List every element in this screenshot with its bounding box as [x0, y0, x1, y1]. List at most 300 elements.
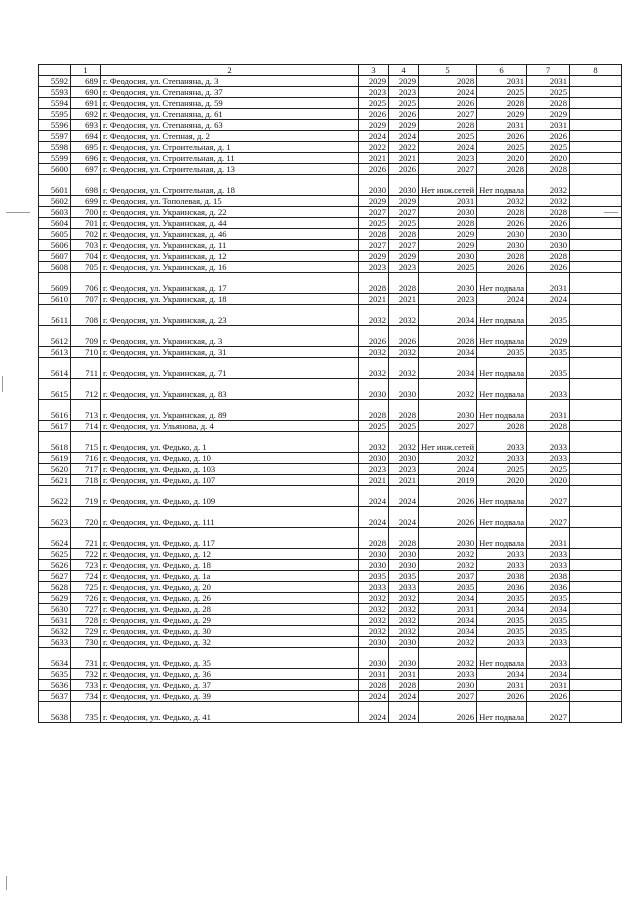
table-row — [39, 593, 622, 604]
col5-cell: 2025 — [419, 131, 477, 142]
col6-cell: 2036 — [477, 582, 527, 593]
address-cell: г. Феодосия, ул. Украинская, д. 44 — [101, 218, 359, 229]
header-cell: 4 — [389, 65, 419, 76]
col8-cell — [570, 229, 622, 240]
item-number-cell: 706 — [71, 273, 101, 294]
item-number-cell: 730 — [71, 637, 101, 648]
address-cell: г. Феодосия, ул. Тополевая, д. 15 — [101, 196, 359, 207]
col6-cell: Нет подвала — [477, 379, 527, 400]
col5-cell: 2027 — [419, 421, 477, 432]
table-row — [39, 153, 622, 164]
table-row — [39, 648, 622, 669]
table-row — [39, 109, 622, 120]
row-index-cell: 5624 — [39, 528, 71, 549]
table-row — [39, 421, 622, 432]
row-index-cell: 5615 — [39, 379, 71, 400]
row-index-cell: 5630 — [39, 604, 71, 615]
year-col4-cell: 2023 — [389, 464, 419, 475]
year-col3-cell: 2032 — [359, 593, 389, 604]
col7-cell: 2031 — [527, 273, 570, 294]
item-number-cell: 690 — [71, 87, 101, 98]
col8-cell — [570, 669, 622, 680]
item-number-cell: 707 — [71, 294, 101, 305]
year-col3-cell: 2024 — [359, 486, 389, 507]
address-cell: г. Феодосия, ул. Украинская, д. 16 — [101, 262, 359, 273]
col5-cell: 2026 — [419, 98, 477, 109]
year-col3-cell: 2028 — [359, 680, 389, 691]
row-index-cell: 5609 — [39, 273, 71, 294]
col8-cell — [570, 400, 622, 421]
col6-cell: 2025 — [477, 464, 527, 475]
col6-cell: Нет подвала — [477, 702, 527, 723]
col5-cell: 2032 — [419, 637, 477, 648]
col7-cell: 2026 — [527, 131, 570, 142]
col6-cell: 2035 — [477, 593, 527, 604]
col8-cell — [570, 626, 622, 637]
address-cell: г. Феодосия, ул. Федько, д. 29 — [101, 615, 359, 626]
year-col3-cell: 2024 — [359, 131, 389, 142]
table-row — [39, 615, 622, 626]
col7-cell: 2032 — [527, 175, 570, 196]
table-row — [39, 218, 622, 229]
year-col4-cell: 2021 — [389, 153, 419, 164]
col5-cell: 2028 — [419, 218, 477, 229]
col6-cell: 2034 — [477, 669, 527, 680]
header-cell: 1 — [71, 65, 101, 76]
col8-cell — [570, 702, 622, 723]
col6-cell: 2031 — [477, 76, 527, 87]
col5-cell: 2029 — [419, 240, 477, 251]
row-index-cell: 5613 — [39, 347, 71, 358]
address-cell: г. Феодосия, ул. Украинская, д. 17 — [101, 273, 359, 294]
year-col4-cell: 2035 — [389, 571, 419, 582]
year-col4-cell: 2030 — [389, 453, 419, 464]
col8-cell — [570, 680, 622, 691]
col5-cell: 2029 — [419, 229, 477, 240]
col7-cell: 2020 — [527, 475, 570, 486]
col7-cell: 2028 — [527, 207, 570, 218]
col5-cell: 2034 — [419, 615, 477, 626]
year-col4-cell: 2032 — [389, 626, 419, 637]
item-number-cell: 689 — [71, 76, 101, 87]
col7-cell: 2033 — [527, 379, 570, 400]
year-col4-cell: 2030 — [389, 637, 419, 648]
col7-cell: 2035 — [527, 593, 570, 604]
item-number-cell: 710 — [71, 347, 101, 358]
item-number-cell: 704 — [71, 251, 101, 262]
col6-cell: Нет подвала — [477, 273, 527, 294]
col8-cell — [570, 347, 622, 358]
address-cell: г. Феодосия, ул. Степаняна, д. 63 — [101, 120, 359, 131]
col8-cell — [570, 571, 622, 582]
item-number-cell: 735 — [71, 702, 101, 723]
col8-cell — [570, 164, 622, 175]
col7-cell: 2034 — [527, 604, 570, 615]
table-row — [39, 464, 622, 475]
year-col4-cell: 2029 — [389, 76, 419, 87]
table-row — [39, 626, 622, 637]
col5-cell: 2031 — [419, 604, 477, 615]
year-col4-cell: 2030 — [389, 648, 419, 669]
item-number-cell: 732 — [71, 669, 101, 680]
address-cell: г. Феодосия, ул. Степаняна, д. 61 — [101, 109, 359, 120]
col6-cell: 2026 — [477, 691, 527, 702]
col5-cell: 2027 — [419, 109, 477, 120]
table-row — [39, 347, 622, 358]
col7-cell: 2031 — [527, 528, 570, 549]
row-index-cell: 5610 — [39, 294, 71, 305]
table-row — [39, 207, 622, 218]
col7-cell: 2035 — [527, 358, 570, 379]
year-col4-cell: 2024 — [389, 486, 419, 507]
header-cell: 8 — [570, 65, 622, 76]
address-cell: г. Феодосия, ул. Федько, д. 109 — [101, 486, 359, 507]
item-number-cell: 713 — [71, 400, 101, 421]
row-index-cell: 5597 — [39, 131, 71, 142]
table-row — [39, 486, 622, 507]
col8-cell — [570, 207, 622, 218]
col6-cell: Нет подвала — [477, 648, 527, 669]
col5-cell: 2030 — [419, 251, 477, 262]
col5-cell: 2034 — [419, 305, 477, 326]
table-row — [39, 358, 622, 379]
col8-cell — [570, 305, 622, 326]
col8-cell — [570, 560, 622, 571]
col5-cell: 2032 — [419, 560, 477, 571]
col6-cell: 2031 — [477, 680, 527, 691]
col6-cell: 2033 — [477, 432, 527, 453]
item-number-cell: 723 — [71, 560, 101, 571]
year-col3-cell: 2030 — [359, 379, 389, 400]
col6-cell: 2033 — [477, 549, 527, 560]
col7-cell: 2027 — [527, 507, 570, 528]
col5-cell: 2037 — [419, 571, 477, 582]
row-index-cell: 5617 — [39, 421, 71, 432]
col7-cell: 2034 — [527, 669, 570, 680]
row-index-cell: 5592 — [39, 76, 71, 87]
col7-cell: 2035 — [527, 305, 570, 326]
row-index-cell: 5602 — [39, 196, 71, 207]
address-cell: г. Феодосия, ул. Украинская, д. 46 — [101, 229, 359, 240]
header-cell: 5 — [419, 65, 477, 76]
item-number-cell: 691 — [71, 98, 101, 109]
col5-cell: 2030 — [419, 207, 477, 218]
col7-cell: 2035 — [527, 347, 570, 358]
year-col3-cell: 2021 — [359, 294, 389, 305]
header-cell: 6 — [477, 65, 527, 76]
table-row — [39, 120, 622, 131]
address-cell: г. Феодосия, ул. Федько, д. 36 — [101, 669, 359, 680]
col7-cell: 2028 — [527, 251, 570, 262]
col6-cell: 2028 — [477, 207, 527, 218]
year-col4-cell: 2032 — [389, 305, 419, 326]
col8-cell — [570, 432, 622, 453]
address-cell: г. Феодосия, ул. Федько, д. 117 — [101, 528, 359, 549]
scan-mark — [2, 376, 3, 392]
col7-cell: 2026 — [527, 691, 570, 702]
year-col4-cell: 2024 — [389, 691, 419, 702]
header-cell — [39, 65, 71, 76]
year-col3-cell: 2027 — [359, 240, 389, 251]
year-col4-cell: 2026 — [389, 164, 419, 175]
item-number-cell: 701 — [71, 218, 101, 229]
year-col4-cell: 2030 — [389, 560, 419, 571]
row-index-cell: 5607 — [39, 251, 71, 262]
table-row — [39, 528, 622, 549]
table-row — [39, 582, 622, 593]
item-number-cell: 712 — [71, 379, 101, 400]
row-index-cell: 5599 — [39, 153, 71, 164]
col8-cell — [570, 637, 622, 648]
col8-cell — [570, 98, 622, 109]
col8-cell — [570, 486, 622, 507]
col8-cell — [570, 175, 622, 196]
col8-cell — [570, 691, 622, 702]
address-cell: г. Феодосия, ул. Федько, д. 26 — [101, 593, 359, 604]
col6-cell: Нет подвала — [477, 507, 527, 528]
address-cell: г. Феодосия, ул. Украинская, д. 31 — [101, 347, 359, 358]
address-cell: г. Феодосия, ул. Украинская, д. 12 — [101, 251, 359, 262]
year-col4-cell: 2032 — [389, 604, 419, 615]
year-col4-cell: 2024 — [389, 507, 419, 528]
year-col3-cell: 2028 — [359, 273, 389, 294]
year-col3-cell: 2030 — [359, 549, 389, 560]
table-row — [39, 87, 622, 98]
year-col3-cell: 2025 — [359, 98, 389, 109]
col7-cell: 2025 — [527, 87, 570, 98]
col7-cell: 2027 — [527, 702, 570, 723]
col5-cell: 2023 — [419, 294, 477, 305]
col5-cell: 2031 — [419, 196, 477, 207]
col5-cell: 2033 — [419, 669, 477, 680]
col7-cell: 2026 — [527, 218, 570, 229]
col8-cell — [570, 273, 622, 294]
col6-cell: 2038 — [477, 571, 527, 582]
row-index-cell: 5606 — [39, 240, 71, 251]
col5-cell: 2030 — [419, 528, 477, 549]
col6-cell: 2020 — [477, 475, 527, 486]
col8-cell — [570, 582, 622, 593]
address-cell: г. Феодосия, ул. Федько, д. 107 — [101, 475, 359, 486]
row-index-cell: 5601 — [39, 175, 71, 196]
item-number-cell: 734 — [71, 691, 101, 702]
row-index-cell: 5621 — [39, 475, 71, 486]
row-index-cell: 5638 — [39, 702, 71, 723]
year-col3-cell: 2032 — [359, 305, 389, 326]
col6-cell: 2028 — [477, 164, 527, 175]
col7-cell: 2028 — [527, 98, 570, 109]
item-number-cell: 695 — [71, 142, 101, 153]
item-number-cell: 709 — [71, 326, 101, 347]
year-col4-cell: 2033 — [389, 582, 419, 593]
col5-cell: 2023 — [419, 153, 477, 164]
address-cell: г. Феодосия, ул. Украинская, д. 23 — [101, 305, 359, 326]
col6-cell: 2030 — [477, 229, 527, 240]
col7-cell: 2033 — [527, 453, 570, 464]
col7-cell: 2020 — [527, 153, 570, 164]
col7-cell: 2028 — [527, 421, 570, 432]
address-cell: г. Феодосия, ул. Украинская, д. 22 — [101, 207, 359, 218]
row-index-cell: 5611 — [39, 305, 71, 326]
table-row — [39, 305, 622, 326]
item-number-cell: 702 — [71, 229, 101, 240]
row-index-cell: 5594 — [39, 98, 71, 109]
item-number-cell: 731 — [71, 648, 101, 669]
col8-cell — [570, 593, 622, 604]
year-col3-cell: 2029 — [359, 76, 389, 87]
col7-cell: 2024 — [527, 294, 570, 305]
year-col4-cell: 2024 — [389, 702, 419, 723]
col8-cell — [570, 153, 622, 164]
col5-cell: 2028 — [419, 76, 477, 87]
item-number-cell: 721 — [71, 528, 101, 549]
col6-cell: 2033 — [477, 453, 527, 464]
col7-cell: 2033 — [527, 648, 570, 669]
col6-cell: 2026 — [477, 262, 527, 273]
col5-cell: 2030 — [419, 400, 477, 421]
col8-cell — [570, 421, 622, 432]
year-col3-cell: 2035 — [359, 571, 389, 582]
scan-mark — [6, 876, 7, 890]
year-col4-cell: 2029 — [389, 196, 419, 207]
col6-cell: 2024 — [477, 294, 527, 305]
year-col4-cell: 2028 — [389, 680, 419, 691]
year-col4-cell: 2023 — [389, 262, 419, 273]
year-col3-cell: 2025 — [359, 218, 389, 229]
col6-cell: Нет подвала — [477, 305, 527, 326]
item-number-cell: 696 — [71, 153, 101, 164]
row-index-cell: 5628 — [39, 582, 71, 593]
item-number-cell: 699 — [71, 196, 101, 207]
col8-cell — [570, 196, 622, 207]
col5-cell: Нет инж.сетей — [419, 432, 477, 453]
row-index-cell: 5618 — [39, 432, 71, 453]
item-number-cell: 711 — [71, 358, 101, 379]
row-index-cell: 5623 — [39, 507, 71, 528]
year-col3-cell: 2024 — [359, 507, 389, 528]
table-row — [39, 691, 622, 702]
table-row — [39, 549, 622, 560]
table-row — [39, 196, 622, 207]
row-index-cell: 5622 — [39, 486, 71, 507]
col6-cell: 2020 — [477, 153, 527, 164]
year-col3-cell: 2033 — [359, 582, 389, 593]
col7-cell: 2031 — [527, 400, 570, 421]
address-cell: г. Феодосия, ул. Украинская, д. 83 — [101, 379, 359, 400]
table-row — [39, 669, 622, 680]
row-index-cell: 5593 — [39, 87, 71, 98]
col5-cell: 2028 — [419, 326, 477, 347]
year-col4-cell: 2029 — [389, 251, 419, 262]
row-index-cell: 5619 — [39, 453, 71, 464]
item-number-cell: 692 — [71, 109, 101, 120]
col8-cell — [570, 549, 622, 560]
col7-cell: 2036 — [527, 582, 570, 593]
year-col3-cell: 2025 — [359, 421, 389, 432]
address-cell: г. Феодосия, ул. Федько, д. 35 — [101, 648, 359, 669]
col8-cell — [570, 120, 622, 131]
year-col4-cell: 2026 — [389, 109, 419, 120]
col6-cell: 2033 — [477, 637, 527, 648]
row-index-cell: 5620 — [39, 464, 71, 475]
item-number-cell: 722 — [71, 549, 101, 560]
col8-cell — [570, 87, 622, 98]
year-col4-cell: 2022 — [389, 142, 419, 153]
year-col3-cell: 2024 — [359, 702, 389, 723]
item-number-cell: 698 — [71, 175, 101, 196]
table-row — [39, 262, 622, 273]
col5-cell: 2024 — [419, 87, 477, 98]
header-cell: 2 — [101, 65, 359, 76]
row-index-cell: 5605 — [39, 229, 71, 240]
row-index-cell: 5603 — [39, 207, 71, 218]
col5-cell: 2027 — [419, 691, 477, 702]
col8-cell — [570, 76, 622, 87]
year-col4-cell: 2028 — [389, 229, 419, 240]
row-index-cell: 5616 — [39, 400, 71, 421]
year-col3-cell: 2022 — [359, 142, 389, 153]
row-index-cell: 5596 — [39, 120, 71, 131]
item-number-cell: 725 — [71, 582, 101, 593]
col8-cell — [570, 326, 622, 347]
row-index-cell: 5627 — [39, 571, 71, 582]
address-cell: г. Феодосия, ул. Федько, д. 20 — [101, 582, 359, 593]
row-index-cell: 5612 — [39, 326, 71, 347]
year-col3-cell: 2028 — [359, 400, 389, 421]
year-col3-cell: 2030 — [359, 453, 389, 464]
col8-cell — [570, 240, 622, 251]
table-row — [39, 251, 622, 262]
col5-cell: 2019 — [419, 475, 477, 486]
col5-cell: 2026 — [419, 507, 477, 528]
address-cell: г. Феодосия, ул. Федько, д. 30 — [101, 626, 359, 637]
col6-cell: 2034 — [477, 604, 527, 615]
table-row — [39, 571, 622, 582]
year-col3-cell: 2024 — [359, 691, 389, 702]
col8-cell — [570, 218, 622, 229]
col8-cell — [570, 294, 622, 305]
col7-cell: 2026 — [527, 262, 570, 273]
item-number-cell: 727 — [71, 604, 101, 615]
table-row — [39, 175, 622, 196]
year-col3-cell: 2032 — [359, 604, 389, 615]
item-number-cell: 728 — [71, 615, 101, 626]
item-number-cell: 724 — [71, 571, 101, 582]
col6-cell: 2033 — [477, 560, 527, 571]
year-col4-cell: 2021 — [389, 294, 419, 305]
col6-cell: 2031 — [477, 120, 527, 131]
item-number-cell: 697 — [71, 164, 101, 175]
col7-cell: 2029 — [527, 326, 570, 347]
address-cell: г. Феодосия, ул. Степаняна, д. 37 — [101, 87, 359, 98]
address-cell: г. Феодосия, ул. Федько, д. 111 — [101, 507, 359, 528]
col6-cell: Нет подвала — [477, 400, 527, 421]
col5-cell: 2032 — [419, 648, 477, 669]
address-cell: г. Феодосия, ул. Украинская, д. 11 — [101, 240, 359, 251]
year-col3-cell: 2032 — [359, 347, 389, 358]
row-index-cell: 5634 — [39, 648, 71, 669]
col5-cell: 2030 — [419, 273, 477, 294]
table-row — [39, 453, 622, 464]
col6-cell: 2030 — [477, 240, 527, 251]
col5-cell: 2026 — [419, 702, 477, 723]
col8-cell — [570, 379, 622, 400]
table-row — [39, 680, 622, 691]
row-index-cell: 5636 — [39, 680, 71, 691]
col8-cell — [570, 464, 622, 475]
col7-cell: 2032 — [527, 196, 570, 207]
col8-cell — [570, 251, 622, 262]
